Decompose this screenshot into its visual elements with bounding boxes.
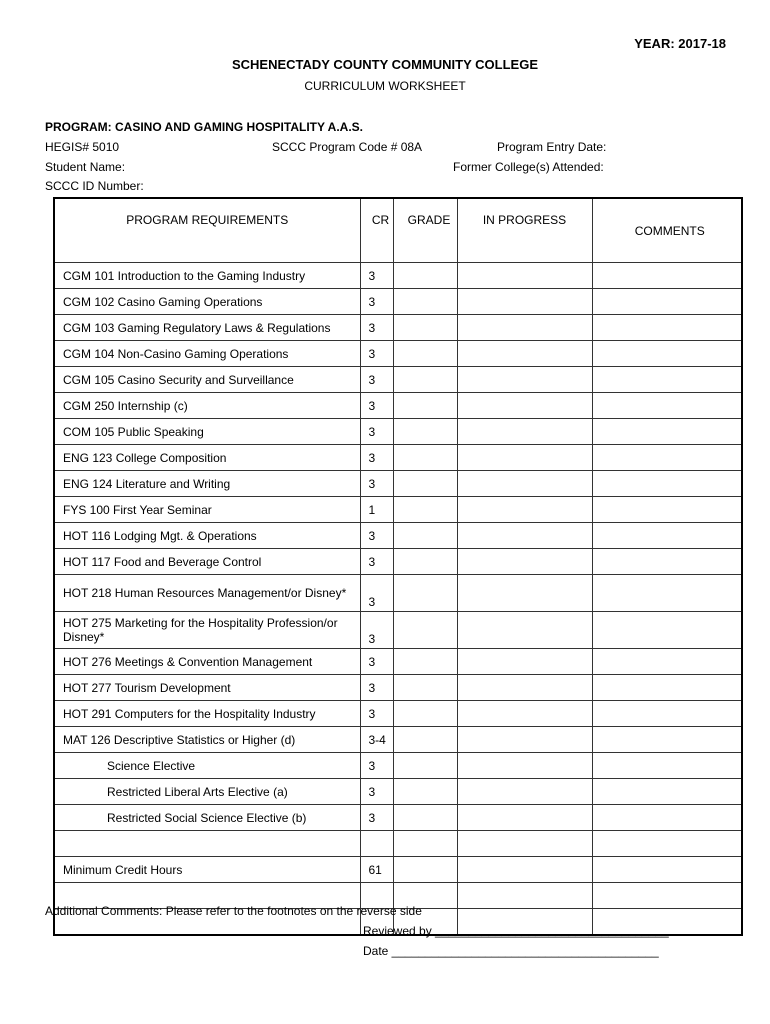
table-row <box>54 831 742 857</box>
reviewed-by-line: Reviewed by ___________________________________ <box>363 924 669 938</box>
table-row <box>54 675 742 701</box>
grade-cell <box>393 805 457 831</box>
credit-cell: 3 <box>360 701 393 727</box>
grade-cell <box>393 471 457 497</box>
grade-cell <box>393 753 457 779</box>
in-progress-cell <box>457 393 592 419</box>
in-progress-cell <box>457 367 592 393</box>
in-progress-cell <box>457 753 592 779</box>
table-row <box>54 727 742 753</box>
grade-cell <box>393 857 457 883</box>
credit-cell: 3 <box>360 575 393 612</box>
course-cell: HOT 277 Tourism Development <box>54 675 360 701</box>
table-row <box>54 445 742 471</box>
comments-cell <box>592 575 742 612</box>
table-row <box>54 805 742 831</box>
grade-cell <box>393 497 457 523</box>
grade-cell <box>393 675 457 701</box>
program-title: PROGRAM: CASINO AND GAMING HOSPITALITY A.A.S. <box>45 120 364 134</box>
credit-cell: 3 <box>360 367 393 393</box>
grade-cell <box>393 263 457 289</box>
credit-cell: 3 <box>360 315 393 341</box>
table-row <box>54 471 742 497</box>
course-cell: Minimum Credit Hours <box>54 857 360 883</box>
course-cell: CGM 105 Casino Security and Surveillance <box>54 367 360 393</box>
in-progress-cell <box>457 649 592 675</box>
comments-cell <box>592 263 742 289</box>
comments-cell <box>592 341 742 367</box>
requirements-table <box>53 197 743 936</box>
in-progress-cell <box>457 445 592 471</box>
comments-cell <box>592 649 742 675</box>
in-progress-cell <box>457 549 592 575</box>
grade-cell <box>393 419 457 445</box>
in-progress-cell <box>457 805 592 831</box>
comments-cell <box>592 753 742 779</box>
grade-cell <box>393 445 457 471</box>
grade-cell <box>393 289 457 315</box>
comments-cell <box>592 445 742 471</box>
credit-cell: 3 <box>360 289 393 315</box>
comments-cell <box>592 419 742 445</box>
course-cell: HOT 117 Food and Beverage Control <box>54 549 360 575</box>
table-row <box>54 523 742 549</box>
in-progress-cell <box>457 289 592 315</box>
comments-cell <box>592 805 742 831</box>
course-cell: ENG 124 Literature and Writing <box>54 471 360 497</box>
credit-cell <box>360 831 393 857</box>
comments-cell <box>592 523 742 549</box>
table-row <box>54 649 742 675</box>
grade-cell <box>393 341 457 367</box>
in-progress-cell <box>457 779 592 805</box>
table-row <box>54 753 742 779</box>
in-progress-cell <box>457 575 592 612</box>
program-entry-date-label: Program Entry Date: <box>497 140 607 154</box>
course-cell: CGM 103 Gaming Regulatory Laws & Regulations <box>54 315 360 341</box>
grade-cell <box>393 649 457 675</box>
course-cell: HOT 276 Meetings & Convention Management <box>54 649 360 675</box>
comments-cell <box>592 857 742 883</box>
sccc-id-label: SCCC ID Number: <box>45 179 144 193</box>
comments-cell <box>592 831 742 857</box>
in-progress-cell <box>457 883 592 909</box>
table-row <box>54 419 742 445</box>
in-progress-cell <box>457 612 592 649</box>
in-progress-cell <box>457 341 592 367</box>
credit-cell: 3 <box>360 675 393 701</box>
course-cell: COM 105 Public Speaking <box>54 419 360 445</box>
table-row <box>54 612 742 649</box>
comments-cell <box>592 497 742 523</box>
grade-cell <box>393 701 457 727</box>
comments-cell <box>592 727 742 753</box>
course-cell: HOT 275 Marketing for the Hospitality Profession/or Disney* <box>54 612 360 649</box>
credit-cell: 3 <box>360 753 393 779</box>
grade-cell <box>393 393 457 419</box>
credit-cell: 3 <box>360 612 393 649</box>
hegis-number: HEGIS# 5010 <box>45 140 120 154</box>
in-progress-cell <box>457 701 592 727</box>
table-row <box>54 701 742 727</box>
credit-cell: 3 <box>360 263 393 289</box>
grade-cell <box>393 367 457 393</box>
header-grade: GRADE <box>393 198 457 263</box>
course-cell <box>54 831 360 857</box>
year-label: YEAR: 2017-18 <box>634 36 726 51</box>
comments-cell <box>592 315 742 341</box>
former-college-label: Former College(s) Attended: <box>453 160 604 174</box>
course-cell: CGM 102 Casino Gaming Operations <box>54 289 360 315</box>
grade-cell <box>393 612 457 649</box>
header-program-requirements: PROGRAM REQUIREMENTS <box>54 198 360 263</box>
table-row <box>54 857 742 883</box>
credit-cell: 3 <box>360 471 393 497</box>
table-row <box>54 367 742 393</box>
credit-cell: 3 <box>360 649 393 675</box>
table-row <box>54 393 742 419</box>
grade-cell <box>393 831 457 857</box>
table-row <box>54 549 742 575</box>
credit-cell: 3 <box>360 549 393 575</box>
course-cell: Restricted Social Science Elective (b) <box>54 805 360 831</box>
in-progress-cell <box>457 675 592 701</box>
in-progress-cell <box>457 857 592 883</box>
comments-cell <box>592 289 742 315</box>
grade-cell <box>393 523 457 549</box>
grade-cell <box>393 779 457 805</box>
header-comments: COMMENTS <box>592 198 742 263</box>
course-cell: CGM 101 Introduction to the Gaming Industry <box>54 263 360 289</box>
in-progress-cell <box>457 523 592 549</box>
grade-cell <box>393 315 457 341</box>
course-cell: CGM 104 Non-Casino Gaming Operations <box>54 341 360 367</box>
course-cell: FYS 100 First Year Seminar <box>54 497 360 523</box>
credit-cell: 3 <box>360 393 393 419</box>
header-cr: CR <box>360 198 393 263</box>
college-title: SCHENECTADY COUNTY COMMUNITY COLLEGE <box>231 57 538 72</box>
in-progress-cell <box>457 471 592 497</box>
table-row <box>54 497 742 523</box>
table-row <box>54 341 742 367</box>
header-in-progress: IN PROGRESS <box>457 198 592 263</box>
credit-cell: 3 <box>360 341 393 367</box>
table-row <box>54 575 742 612</box>
grade-cell <box>393 549 457 575</box>
course-cell: HOT 291 Computers for the Hospitality Industry <box>54 701 360 727</box>
worksheet-subtitle: CURRICULUM WORKSHEET <box>304 79 466 93</box>
in-progress-cell <box>457 263 592 289</box>
table-header-row <box>54 198 742 263</box>
date-line: Date ________________________________________ <box>363 944 659 958</box>
course-cell: CGM 250 Internship (c) <box>54 393 360 419</box>
comments-cell <box>592 612 742 649</box>
comments-cell <box>592 883 742 909</box>
credit-cell: 1 <box>360 497 393 523</box>
credit-cell: 61 <box>360 857 393 883</box>
credit-cell: 3 <box>360 445 393 471</box>
in-progress-cell <box>457 497 592 523</box>
course-cell: Science Elective <box>54 753 360 779</box>
course-cell: HOT 116 Lodging Mgt. & Operations <box>54 523 360 549</box>
table-row <box>54 779 742 805</box>
student-name-label: Student Name: <box>45 160 126 174</box>
comments-cell <box>592 701 742 727</box>
comments-cell <box>592 367 742 393</box>
course-cell: ENG 123 College Composition <box>54 445 360 471</box>
in-progress-cell <box>457 315 592 341</box>
in-progress-cell <box>457 831 592 857</box>
credit-cell: 3-4 <box>360 727 393 753</box>
table-row <box>54 289 742 315</box>
table-row <box>54 263 742 289</box>
credit-cell: 3 <box>360 523 393 549</box>
table-row <box>54 315 742 341</box>
grade-cell <box>393 727 457 753</box>
comments-cell <box>592 779 742 805</box>
course-cell: HOT 218 Human Resources Management/or Disney* <box>54 575 360 612</box>
additional-comments-note: Additional Comments: Please refer to the footnotes on the reverse side <box>45 904 422 918</box>
in-progress-cell <box>457 727 592 753</box>
course-cell: Restricted Liberal Arts Elective (a) <box>54 779 360 805</box>
program-code: SCCC Program Code # 08A <box>272 140 423 154</box>
credit-cell: 3 <box>360 419 393 445</box>
comments-cell <box>592 675 742 701</box>
comments-cell <box>592 549 742 575</box>
credit-cell: 3 <box>360 779 393 805</box>
comments-cell <box>592 471 742 497</box>
in-progress-cell <box>457 419 592 445</box>
grade-cell <box>393 575 457 612</box>
credit-cell: 3 <box>360 805 393 831</box>
course-cell: MAT 126 Descriptive Statistics or Higher (d) <box>54 727 360 753</box>
comments-cell <box>592 393 742 419</box>
